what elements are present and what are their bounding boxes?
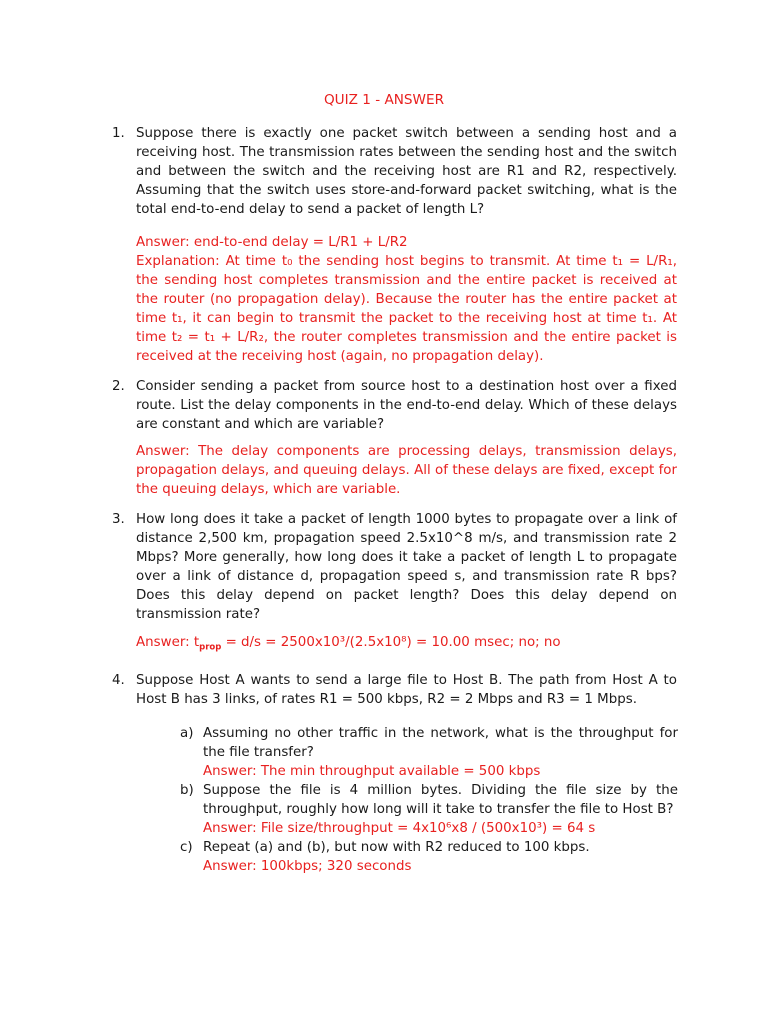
explanation-text: Explanation: At time t₀ the sending host begins to transmit. At time t₁ = L/R₁, the sending host completes transmission and the entire packet is received at the router (no propagation delay). Because the router has the entire packet at time t₁, it can begin to transmit the packet to the receiving host at time t₁. At time t₂ = t₁ + L/R₂, the router completes transmission and the entire packet is received at the receiving host (again, no propagation delay). [136, 254, 677, 364]
question-text: Suppose Host A wants to send a large file to Host B. The path from Host A to Host B has 3 links, of rates R1 = 500 kbps, R2 = 2 Mbps and R3 = 1 Mbps. [136, 673, 677, 707]
answer-rest: = d/s = 2500x10³/(2.5x10⁸) = 10.00 msec; no; no [221, 635, 561, 650]
question-2 [112, 377, 677, 499]
subpart-label: b) [180, 783, 194, 798]
question-text: Consider sending a packet from source host to a destination host over a fixed route. List the delay components in the end-to-end delay. Which of these delays are constant and which are variable? [136, 379, 677, 432]
answer-text: Answer: end-to-end delay = L/R1 + L/R2 [136, 235, 408, 250]
page-title: QUIZ 1 - ANSWER [323, 92, 445, 108]
question-text: Suppose there is exactly one packet switch between a sending host and a receiving host. The transmission rates between the sending host and the switch and between the switch and the receiving host are R1 and R2, respectively. Assuming that the switch uses store-and-forward packet switching, what is the total end-to-end delay to send a packet of length L? [136, 126, 677, 217]
subpart-answer: Answer: The min throughput available = 500 kbps [203, 764, 541, 779]
subpart-a [178, 724, 678, 781]
subpart-c [178, 838, 678, 876]
question-text: How long does it take a packet of length 1000 bytes to propagate over a link of distance 2,500 km, propagation speed 2.5x10^8 m/s, and transmission rate 2 Mbps? More generally, how long does it take a packet of length L to propagate over a link of distance d, propagation speed s, and transmission rate R bps? Does this delay depend on packet length? Does this delay depend on transmission rate? [136, 512, 677, 622]
question-number: 3. [112, 512, 125, 527]
subpart-answer: Answer: 100kbps; 320 seconds [203, 859, 412, 874]
subpart-text: Suppose the file is 4 million bytes. Dividing the file size by the throughput, roughly how long will it take to transfer the file to Host B? [203, 783, 678, 817]
answer-text [136, 633, 677, 652]
subpart-label: a) [180, 726, 194, 741]
question-number: 4. [112, 673, 125, 688]
subpart-text: Assuming no other traffic in the network, what is the throughput for the file transfer? [203, 726, 678, 760]
subpart-text: Repeat (a) and (b), but now with R2 reduced to 100 kbps. [203, 840, 590, 855]
subpart-b [178, 781, 678, 838]
question-4 [112, 671, 677, 709]
question-3 [112, 510, 677, 652]
question-1 [112, 124, 677, 366]
subpart-answer: Answer: File size/throughput = 4x10⁶x8 / (500x10³) = 64 s [203, 821, 596, 836]
question-4-subparts [178, 724, 678, 876]
answer-prefix: Answer: t [136, 635, 200, 650]
question-number: 1. [112, 126, 125, 141]
answer-subscript: prop [199, 642, 222, 653]
question-number: 2. [112, 379, 125, 394]
answer-text: Answer: The delay components are processing delays, transmission delays, propagation delays, and queuing delays. All of these delays are fixed, except for the queuing delays, which are variable. [136, 444, 677, 497]
subpart-label: c) [180, 840, 193, 855]
